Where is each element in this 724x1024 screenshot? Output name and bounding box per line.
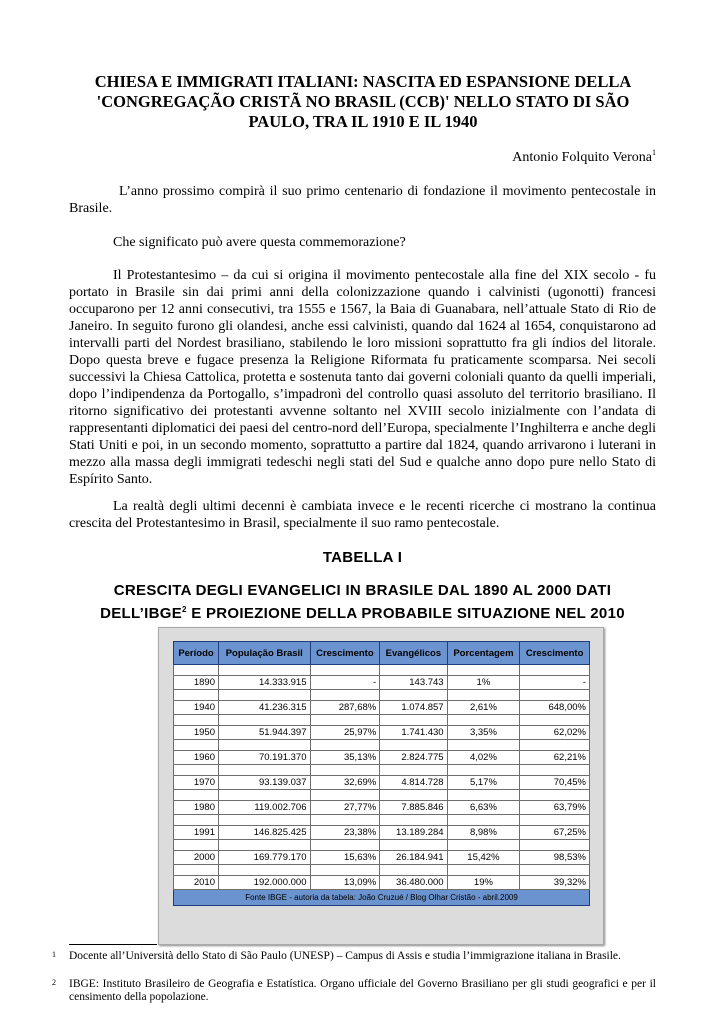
footnote-1-text: Docente all’Università dello Stato di São Paulo (UNESP) – Campus di Assis e studia l’immigrazione italiana in Brasile.	[69, 950, 621, 962]
table-row	[174, 726, 590, 740]
paragraph-3: Il Protestantesimo – da cui si origina il movimento pentecostale alla fine del XIX secolo - fu portato in Brasile sin dai primi anni della colonizzazione quando i calvinisti (ugonotti) francesi occuparono per 12 anni consecutivi, tra 1555 e 1567, la Baia di Guanabara, nell’attuale Stato di Rio de Janeiro. In seguito furono gli olandesi, anche essi calvinisti, quando dal 1624 al 1654, conquistarono ad intervalli parti del Nordest brasiliano, stabilendo le loro missioni soprattutto fra gli índios del litorale. Dopo questa breve e fugace presenza la Religione Riformata fu praticamente scomparsa. Nei secoli successivi la Chiesa Cattolica, protetta e sostenuta tanto dai governi coloniali quanto da quelli imperiali, dopo l’indipendenza da Portogallo, s’impadronì del controllo quasi assoluto del territorio brasiliano. Il ritorno significativo dei protestanti avvenne soltanto nel XVIII secolo inizialmente con l’andata di rappresentanti diplomatici dei paesi del centro-nord dell’Europa, specialmente l’Inghilterra e anche degli Stati Uniti e poi, in un secondo momento, soprattutto a partire dal 1824, quando arrivarono i luterani in mezzo alla massa degli immigrati tedeschi negli stati del Sud e qualche anno dopo pure nello Stato di Espírito Santo.	[69, 268, 656, 487]
spacer-cell	[520, 715, 590, 726]
spacer-cell	[380, 715, 447, 726]
footnote-1-mark: 1	[52, 950, 56, 959]
spacer-cell	[520, 815, 590, 826]
cell-populacao: 41.236.315	[219, 701, 311, 715]
cell-porcentagem: 8,98%	[447, 826, 520, 840]
cell-crescimento-ev: 70,45%	[520, 776, 590, 790]
table-row	[174, 701, 590, 715]
cell-crescimento-pop: 35,13%	[310, 751, 380, 765]
cell-populacao: 14.333.915	[219, 676, 311, 690]
spacer-cell	[380, 740, 447, 751]
cell-periodo: 1940	[174, 701, 219, 715]
cell-crescimento-ev: 98,53%	[520, 851, 590, 865]
cell-periodo: 1890	[174, 676, 219, 690]
header-crescimento-ev: Crescimento	[520, 642, 590, 665]
spacer-cell	[380, 865, 447, 876]
spacer-cell	[310, 740, 380, 751]
spacer-cell	[380, 815, 447, 826]
spacer-cell	[520, 865, 590, 876]
table-row	[174, 801, 590, 815]
spacer-cell	[520, 765, 590, 776]
spacer-cell	[219, 665, 311, 676]
header-crescimento-pop: Crescimento	[310, 642, 380, 665]
spacer-cell	[219, 740, 311, 751]
cell-crescimento-ev: 62,21%	[520, 751, 590, 765]
cell-porcentagem: 2,61%	[447, 701, 520, 715]
cell-populacao: 70.191.370	[219, 751, 311, 765]
table-spacer-row	[174, 765, 590, 776]
spacer-cell	[310, 840, 380, 851]
spacer-cell	[219, 790, 311, 801]
table-row	[174, 826, 590, 840]
cell-porcentagem: 5,17%	[447, 776, 520, 790]
header-populacao: População Brasil	[219, 642, 311, 665]
table-row	[174, 751, 590, 765]
cell-periodo: 1950	[174, 726, 219, 740]
table-heading-part2: E PROIEZIONE DELLA PROBABILE SITUAZIONE NEL 2010	[186, 605, 625, 622]
cell-crescimento-ev: 62,02%	[520, 726, 590, 740]
footnote-1	[52, 950, 656, 963]
table-row	[174, 676, 590, 690]
cell-evangelicos: 2.824.775	[380, 751, 447, 765]
spacer-cell	[380, 665, 447, 676]
cell-crescimento-ev: -	[520, 676, 590, 690]
author-name: Antonio Folquito Verona	[512, 150, 652, 165]
spacer-cell	[219, 690, 311, 701]
spacer-cell	[310, 865, 380, 876]
cell-periodo: 2010	[174, 876, 219, 890]
cell-porcentagem: 1%	[447, 676, 520, 690]
spacer-cell	[447, 865, 520, 876]
table-spacer-row	[174, 690, 590, 701]
cell-crescimento-ev: 67,25%	[520, 826, 590, 840]
table-spacer-row	[174, 665, 590, 676]
table-container	[173, 641, 590, 906]
table-heading-part1: CRESCITA DEGLI EVANGELICI IN BRASILE DAL 1890 AL 2000 DATI DELL’IBGE	[100, 582, 612, 622]
cell-porcentagem: 19%	[447, 876, 520, 890]
table-source-row	[174, 890, 590, 906]
cell-evangelicos: 4.814.728	[380, 776, 447, 790]
spacer-cell	[520, 840, 590, 851]
cell-crescimento-pop: -	[310, 676, 380, 690]
table-spacer-row	[174, 840, 590, 851]
spacer-cell	[447, 840, 520, 851]
cell-evangelicos: 1.074.857	[380, 701, 447, 715]
spacer-cell	[174, 840, 219, 851]
cell-porcentagem: 4,02%	[447, 751, 520, 765]
spacer-cell	[219, 865, 311, 876]
cell-periodo: 1991	[174, 826, 219, 840]
evangelical-growth-table	[173, 641, 590, 906]
spacer-cell	[380, 840, 447, 851]
spacer-cell	[447, 765, 520, 776]
spacer-cell	[219, 715, 311, 726]
spacer-cell	[380, 690, 447, 701]
header-evangelicos: Evangélicos	[380, 642, 447, 665]
paragraph-1: L’anno prossimo compirà il suo primo centenario di fondazione il movimento pentecostale in Brasile.	[69, 184, 656, 216]
cell-crescimento-ev: 648,00%	[520, 701, 590, 715]
footnote-separator	[69, 944, 157, 945]
spacer-cell	[520, 665, 590, 676]
table-header-row	[174, 642, 590, 665]
cell-crescimento-pop: 287,68%	[310, 701, 380, 715]
spacer-cell	[174, 815, 219, 826]
table-spacer-row	[174, 715, 590, 726]
header-periodo: Período	[174, 642, 219, 665]
cell-crescimento-pop: 23,38%	[310, 826, 380, 840]
spacer-cell	[520, 690, 590, 701]
footnote-2-mark: 2	[52, 978, 56, 987]
paragraph-4: La realtà degli ultimi decenni è cambiata invece e le recenti ricerche ci mostrano la continua crescita del Protestantesimo in Brasil, specialmente il suo ramo pentecostale.	[69, 499, 656, 531]
table-spacer-row	[174, 815, 590, 826]
footnote-ref-2[interactable]: 2	[182, 605, 187, 614]
footnote-2	[52, 978, 656, 1004]
table-source: Fonte IBGE - autoria da tabela: João Cruzué / Blog Olhar Cristão - abril.2009	[174, 890, 590, 906]
spacer-cell	[310, 690, 380, 701]
spacer-cell	[310, 815, 380, 826]
spacer-cell	[380, 765, 447, 776]
spacer-cell	[447, 715, 520, 726]
table-spacer-row	[174, 790, 590, 801]
spacer-cell	[219, 815, 311, 826]
table-spacer-row	[174, 865, 590, 876]
spacer-cell	[447, 790, 520, 801]
cell-populacao: 93.139.037	[219, 776, 311, 790]
cell-crescimento-pop: 15,63%	[310, 851, 380, 865]
cell-populacao: 192.000.000	[219, 876, 311, 890]
spacer-cell	[310, 765, 380, 776]
spacer-cell	[310, 790, 380, 801]
table-spacer-row	[174, 740, 590, 751]
cell-evangelicos: 26.184.941	[380, 851, 447, 865]
table-heading	[69, 581, 656, 626]
spacer-cell	[174, 715, 219, 726]
spacer-cell	[520, 740, 590, 751]
cell-porcentagem: 3,35%	[447, 726, 520, 740]
cell-crescimento-pop: 27,77%	[310, 801, 380, 815]
spacer-cell	[174, 665, 219, 676]
table-row	[174, 876, 590, 890]
author-line	[512, 148, 656, 166]
spacer-cell	[219, 840, 311, 851]
spacer-cell	[174, 690, 219, 701]
spacer-cell	[380, 790, 447, 801]
table-row	[174, 851, 590, 865]
paragraph-2: Che significato può avere questa commemorazione?	[113, 235, 406, 250]
spacer-cell	[174, 865, 219, 876]
cell-evangelicos: 143.743	[380, 676, 447, 690]
cell-periodo: 2000	[174, 851, 219, 865]
cell-populacao: 51.944.397	[219, 726, 311, 740]
table-row	[174, 776, 590, 790]
cell-populacao: 146.825.425	[219, 826, 311, 840]
cell-crescimento-ev: 63,79%	[520, 801, 590, 815]
footnote-ref-1[interactable]: 1	[652, 148, 656, 157]
spacer-cell	[310, 665, 380, 676]
footnote-2-text: IBGE: Instituto Brasileiro de Geografia e Estatística. Organo ufficiale del Governo Brasiliano per gli studi geografici e per il censimento della popolazione.	[69, 978, 656, 1003]
cell-periodo: 1970	[174, 776, 219, 790]
cell-crescimento-pop: 32,69%	[310, 776, 380, 790]
cell-evangelicos: 1.741.430	[380, 726, 447, 740]
cell-crescimento-pop: 13,09%	[310, 876, 380, 890]
spacer-cell	[219, 765, 311, 776]
cell-periodo: 1980	[174, 801, 219, 815]
cell-populacao: 169.779.170	[219, 851, 311, 865]
cell-periodo: 1960	[174, 751, 219, 765]
cell-evangelicos: 7.885.846	[380, 801, 447, 815]
cell-porcentagem: 6,63%	[447, 801, 520, 815]
cell-crescimento-pop: 25,97%	[310, 726, 380, 740]
cell-porcentagem: 15,42%	[447, 851, 520, 865]
spacer-cell	[310, 715, 380, 726]
table-body	[174, 665, 590, 890]
header-porcentagem: Porcentagem	[447, 642, 520, 665]
spacer-cell	[447, 690, 520, 701]
spacer-cell	[174, 790, 219, 801]
spacer-cell	[174, 765, 219, 776]
cell-evangelicos: 13.189.284	[380, 826, 447, 840]
spacer-cell	[447, 815, 520, 826]
document-title: CHIESA E IMMIGRATI ITALIANI: NASCITA ED ESPANSIONE DELLA 'CONGREGAÇÃO CRISTÃ NO BRASIL (CCB)' NELLO STATO DI SÃO PAULO, TRA IL 1910 E IL 1940	[94, 72, 632, 131]
table-image-frame	[158, 627, 604, 945]
spacer-cell	[447, 740, 520, 751]
table-label: TABELLA I	[322, 549, 403, 566]
cell-populacao: 119.002.706	[219, 801, 311, 815]
cell-evangelicos: 36.480.000	[380, 876, 447, 890]
spacer-cell	[447, 665, 520, 676]
cell-crescimento-ev: 39,32%	[520, 876, 590, 890]
spacer-cell	[520, 790, 590, 801]
spacer-cell	[174, 740, 219, 751]
